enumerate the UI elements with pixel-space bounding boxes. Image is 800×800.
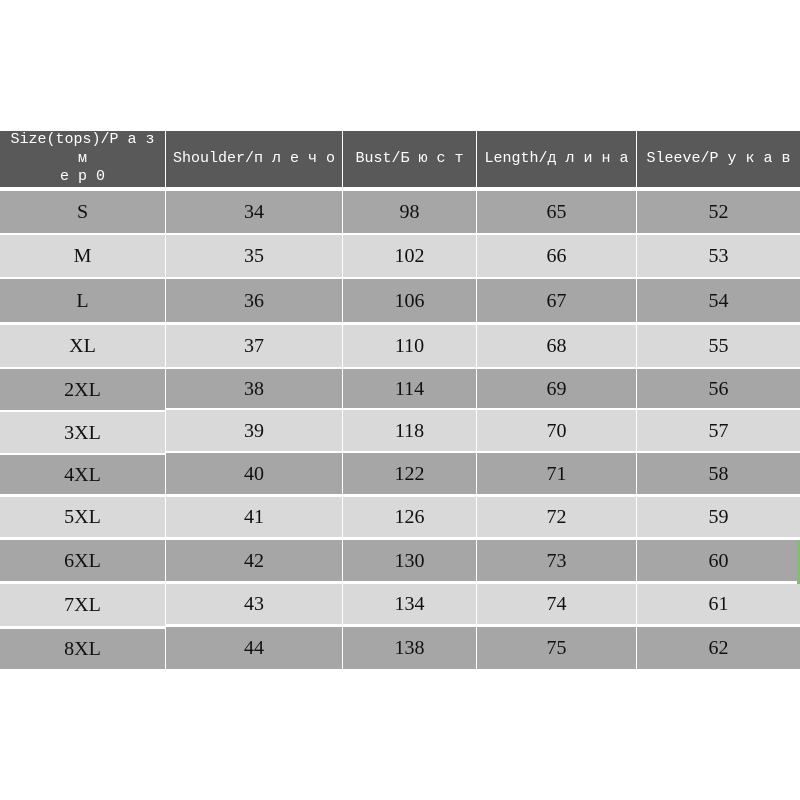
cell-bust: 126 — [343, 497, 476, 537]
cell-size: 2XL — [0, 369, 165, 410]
cell-length: 74 — [477, 584, 636, 624]
cell-sleeve: 61 — [637, 584, 800, 624]
cell-size: 3XL — [0, 412, 165, 453]
cell-length: 69 — [477, 369, 636, 408]
cell-shoulder: 37 — [166, 325, 342, 367]
cell-bust: 134 — [343, 584, 476, 624]
cell-sleeve: 56 — [637, 369, 800, 408]
cell-length: 65 — [477, 191, 636, 233]
cell-sleeve: 53 — [637, 235, 800, 277]
cell-shoulder: 35 — [166, 235, 342, 277]
cell-bust: 130 — [343, 540, 476, 581]
cell-size: L — [0, 279, 165, 322]
cell-bust: 102 — [343, 235, 476, 277]
cell-bust: 138 — [343, 627, 476, 669]
cell-size: 6XL — [0, 540, 165, 581]
cell-length: 75 — [477, 627, 636, 669]
header-sleeve: Sleeve/Р у к а в — [637, 131, 800, 187]
cell-shoulder: 43 — [166, 584, 342, 624]
cell-shoulder: 36 — [166, 279, 342, 322]
cell-bust: 110 — [343, 325, 476, 367]
cell-sleeve: 55 — [637, 325, 800, 367]
header-length: Length/д л и н а — [477, 131, 636, 187]
header-size: Size(tops)/Р а з м е р 0 — [0, 131, 165, 187]
cell-sleeve: 62 — [637, 627, 800, 669]
cell-sleeve: 57 — [637, 410, 800, 451]
cell-length: 71 — [477, 453, 636, 494]
cell-length: 67 — [477, 279, 636, 322]
cell-size: 7XL — [0, 584, 165, 626]
cell-sleeve: 59 — [637, 497, 800, 537]
cell-size: 8XL — [0, 629, 165, 669]
header-bust: Bust/Б ю с т — [343, 131, 476, 187]
cell-sleeve: 58 — [637, 453, 800, 494]
cell-size: 5XL — [0, 497, 165, 537]
cell-shoulder: 34 — [166, 191, 342, 233]
cell-length: 66 — [477, 235, 636, 277]
header-shoulder: Shoulder/п л е ч о — [166, 131, 342, 187]
cell-bust: 98 — [343, 191, 476, 233]
cell-size: S — [0, 191, 165, 233]
cell-sleeve: 54 — [637, 279, 800, 322]
cell-length: 73 — [477, 540, 636, 581]
cell-bust: 106 — [343, 279, 476, 322]
cell-bust: 114 — [343, 369, 476, 408]
cell-shoulder: 41 — [166, 497, 342, 537]
cell-length: 68 — [477, 325, 636, 367]
cell-length: 72 — [477, 497, 636, 537]
cell-bust: 122 — [343, 453, 476, 494]
cell-shoulder: 44 — [166, 627, 342, 669]
cell-shoulder: 42 — [166, 540, 342, 581]
cell-bust: 118 — [343, 410, 476, 451]
cell-size: 4XL — [0, 455, 165, 494]
cell-size: XL — [0, 325, 165, 367]
cell-length: 70 — [477, 410, 636, 451]
cell-sleeve: 60 — [637, 540, 800, 581]
cell-shoulder: 38 — [166, 369, 342, 408]
cell-size: M — [0, 235, 165, 277]
cell-shoulder: 39 — [166, 410, 342, 451]
cell-shoulder: 40 — [166, 453, 342, 494]
cell-sleeve: 52 — [637, 191, 800, 233]
